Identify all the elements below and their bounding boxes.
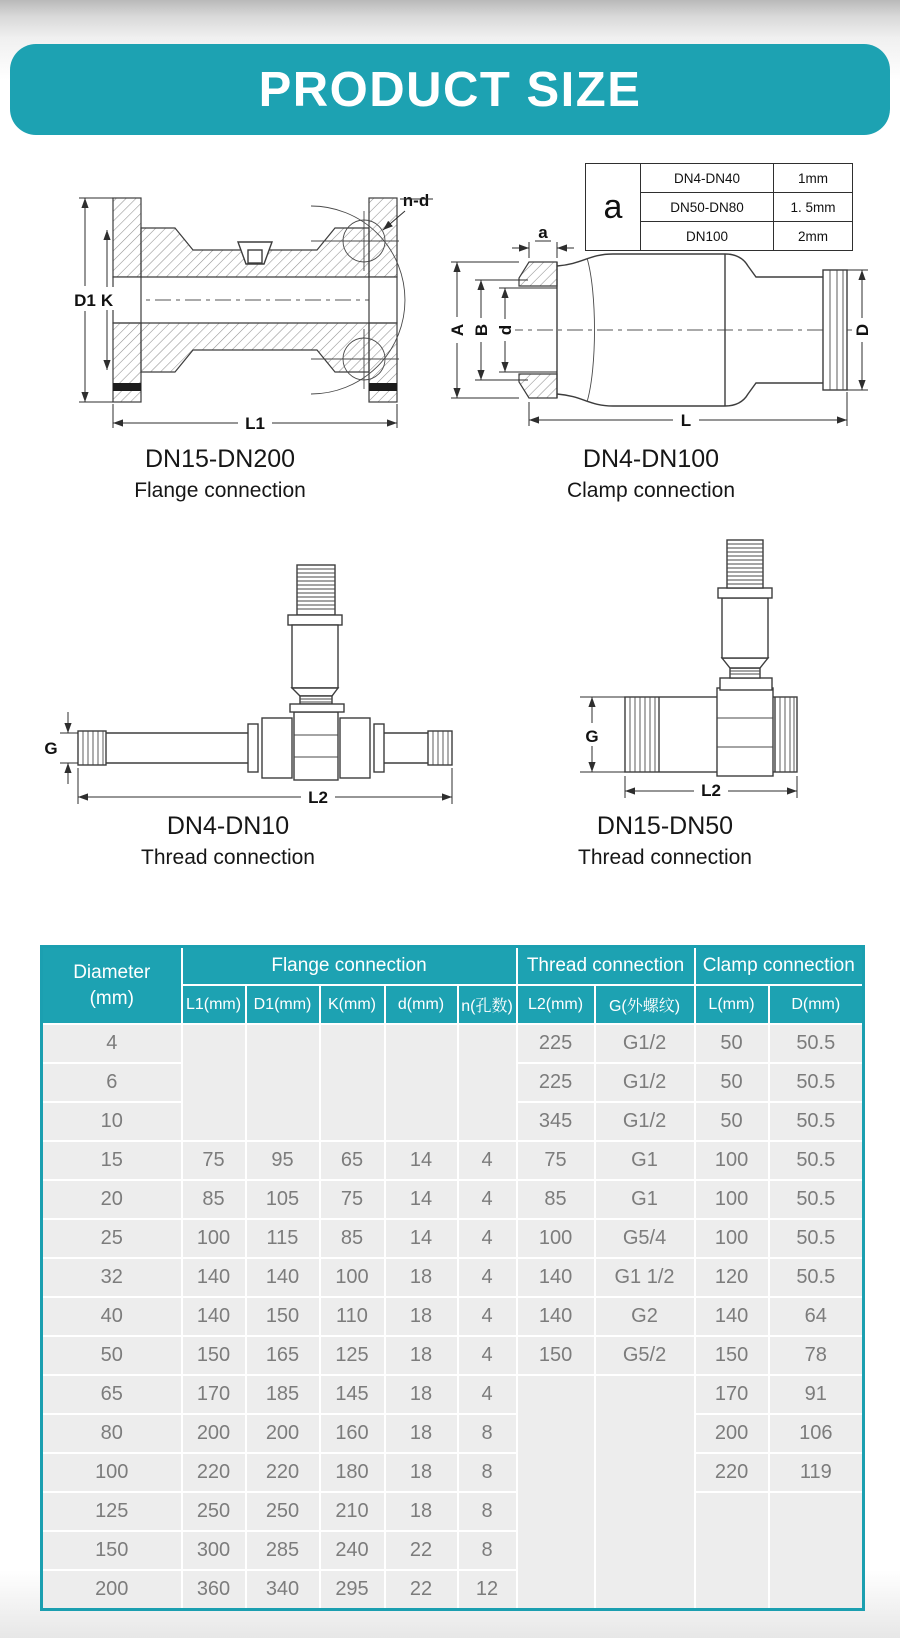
size-cell: 105: [246, 1180, 320, 1219]
size-cell: 115: [246, 1219, 320, 1258]
size-cell: [695, 1492, 769, 1610]
size-cell: 75: [320, 1180, 385, 1219]
size-cell: 8: [458, 1453, 517, 1492]
size-cell: 18: [385, 1492, 458, 1531]
size-cell: G2: [595, 1297, 695, 1336]
size-cell: G1: [595, 1180, 695, 1219]
dim-label-d: d: [496, 324, 515, 336]
thread-small-body: [78, 712, 452, 780]
size-cell: 22: [385, 1531, 458, 1570]
col-header-L1: L1(mm): [182, 985, 246, 1024]
caption-thread-large-range: DN15-DN50: [596, 812, 734, 840]
diameter-cell: 50: [42, 1336, 182, 1375]
table-row: [42, 1180, 864, 1219]
size-cell: 50.5: [769, 1180, 864, 1219]
dim-label-L1: L1: [245, 414, 265, 433]
size-cell: 50.5: [769, 1102, 864, 1141]
col-header-d: d(mm): [385, 985, 458, 1024]
size-cell: [246, 1024, 320, 1141]
size-cell: 220: [182, 1453, 246, 1492]
size-cell: 50: [695, 1024, 769, 1063]
diameter-cell: 25: [42, 1219, 182, 1258]
size-cell: 140: [182, 1297, 246, 1336]
col-header-K: K(mm): [320, 985, 385, 1024]
size-cell: 100: [695, 1180, 769, 1219]
col-header-D1: D1(mm): [246, 985, 320, 1024]
size-cell: 4: [458, 1219, 517, 1258]
page-title: PRODUCT SIZE: [258, 62, 642, 117]
caption-clamp-range: DN4-DN100: [582, 445, 720, 473]
size-cell: 285: [246, 1531, 320, 1570]
size-cell: G1/2: [595, 1102, 695, 1141]
diameter-cell: 65: [42, 1375, 182, 1414]
size-cell: 18: [385, 1414, 458, 1453]
size-cell: 50.5: [769, 1063, 864, 1102]
size-cell: 91: [769, 1375, 864, 1414]
tolerance-range: DN100: [641, 222, 774, 251]
size-cell: 250: [182, 1492, 246, 1531]
diameter-cell: 40: [42, 1297, 182, 1336]
size-cell: 200: [182, 1414, 246, 1453]
table-row: [42, 1024, 864, 1063]
dim-label-nd: n-d: [402, 191, 430, 210]
dim-label-G: G: [585, 727, 599, 746]
size-cell: 4: [458, 1180, 517, 1219]
size-cell: [458, 1024, 517, 1141]
size-cell: G5/2: [595, 1336, 695, 1375]
col-header-L: L(mm): [695, 985, 769, 1024]
size-cell: 85: [182, 1180, 246, 1219]
dim-label-L2: L2: [701, 781, 721, 800]
size-cell: 140: [182, 1258, 246, 1297]
size-cell: 8: [458, 1414, 517, 1453]
size-cell: 18: [385, 1375, 458, 1414]
size-cell: 225: [517, 1024, 595, 1063]
size-cell: 50.5: [769, 1024, 864, 1063]
caption-thread-large: [500, 812, 830, 870]
size-cell: 18: [385, 1453, 458, 1492]
tolerance-value: 2mm: [774, 222, 853, 251]
size-cell: 170: [695, 1375, 769, 1414]
size-cell: 200: [246, 1414, 320, 1453]
size-cell: [320, 1024, 385, 1141]
dim-label-B: B: [472, 323, 491, 337]
dim-label-D1: D1: [74, 291, 96, 310]
product-size-banner: [10, 44, 890, 135]
caption-thread-large-type: Thread connection: [578, 846, 752, 869]
size-cell: G1/2: [595, 1024, 695, 1063]
size-cell: 150: [246, 1297, 320, 1336]
dim-label-L: L: [680, 411, 692, 430]
group-header-thread: Thread connection: [517, 947, 695, 986]
col-header-n: n(孔数): [458, 985, 517, 1024]
size-cell: 18: [385, 1336, 458, 1375]
size-cell: 50.5: [769, 1258, 864, 1297]
thread-small-diagram: [42, 548, 462, 810]
size-cell: 4: [458, 1258, 517, 1297]
dim-label-A: A: [448, 323, 467, 337]
size-cell: 4: [458, 1375, 517, 1414]
size-cell: 22: [385, 1570, 458, 1610]
diameter-cell: 4: [42, 1024, 182, 1063]
size-cell: 14: [385, 1141, 458, 1180]
diameter-cell: 200: [42, 1570, 182, 1610]
size-cell: 295: [320, 1570, 385, 1610]
size-cell: 100: [695, 1141, 769, 1180]
caption-clamp: [486, 445, 816, 503]
caption-thread-small: [63, 812, 393, 870]
dim-label-L2: L2: [308, 788, 328, 807]
size-cell: 50: [695, 1102, 769, 1141]
table-row: [42, 1219, 864, 1258]
caption-thread-small-type: Thread connection: [141, 846, 315, 869]
table-row: [42, 1297, 864, 1336]
size-cell: 250: [246, 1492, 320, 1531]
size-cell: [769, 1492, 864, 1610]
size-cell: 12: [458, 1570, 517, 1610]
size-cell: 14: [385, 1180, 458, 1219]
size-cell: 18: [385, 1258, 458, 1297]
diameter-cell: 150: [42, 1531, 182, 1570]
size-cell: 119: [769, 1453, 864, 1492]
size-cell: 125: [320, 1336, 385, 1375]
tolerance-range: DN50-DN80: [641, 193, 774, 222]
tolerance-value: 1. 5mm: [774, 193, 853, 222]
dim-label-K: K: [100, 291, 114, 310]
size-cell: 120: [695, 1258, 769, 1297]
size-cell: 185: [246, 1375, 320, 1414]
flange-connection-diagram: [55, 180, 455, 435]
caption-flange-type: Flange connection: [134, 479, 306, 502]
size-cell: 95: [246, 1141, 320, 1180]
clamp-body-drawing: [507, 254, 869, 406]
tolerance-table: [585, 163, 853, 251]
dim-label-D: D: [853, 323, 872, 337]
size-cell: [182, 1024, 246, 1141]
table-row: [42, 1414, 864, 1453]
size-table-body: [42, 1024, 864, 1610]
size-cell: 140: [517, 1297, 595, 1336]
size-cell: 8: [458, 1492, 517, 1531]
table-row: [42, 1375, 864, 1414]
dim-label-G: G: [44, 739, 58, 758]
diameter-header-line2: (mm): [89, 987, 134, 1009]
tolerance-value: 1mm: [774, 164, 853, 193]
size-cell: 140: [246, 1258, 320, 1297]
diameter-cell: 100: [42, 1453, 182, 1492]
thread-small-sensor: [288, 565, 344, 712]
size-cell: 345: [517, 1102, 595, 1141]
size-cell: 50.5: [769, 1141, 864, 1180]
size-cell: 360: [182, 1570, 246, 1610]
size-cell: G1: [595, 1141, 695, 1180]
diameter-header: [42, 947, 182, 1025]
size-cell: 8: [458, 1531, 517, 1570]
size-cell: 180: [320, 1453, 385, 1492]
size-cell: 50: [695, 1063, 769, 1102]
size-cell: 110: [320, 1297, 385, 1336]
size-cell: 145: [320, 1375, 385, 1414]
size-cell: [385, 1024, 458, 1141]
size-cell: 200: [695, 1414, 769, 1453]
size-cell: 140: [695, 1297, 769, 1336]
size-cell: 150: [517, 1336, 595, 1375]
size-table: [40, 945, 865, 1611]
size-cell: 78: [769, 1336, 864, 1375]
caption-thread-small-range: DN4-DN10: [166, 812, 290, 840]
size-cell: 100: [320, 1258, 385, 1297]
diameter-cell: 125: [42, 1492, 182, 1531]
caption-clamp-type: Clamp connection: [566, 479, 736, 502]
size-cell: 340: [246, 1570, 320, 1610]
size-cell: [595, 1375, 695, 1610]
caption-flange-range: DN15-DN200: [144, 445, 296, 473]
col-header-D: D(mm): [769, 985, 864, 1024]
table-row: [42, 1258, 864, 1297]
tolerance-corner-label: a: [586, 164, 641, 251]
size-cell: 75: [517, 1141, 595, 1180]
size-cell: 65: [320, 1141, 385, 1180]
size-cell: 150: [182, 1336, 246, 1375]
size-cell: G5/4: [595, 1219, 695, 1258]
col-header-G: G(外螺纹): [595, 985, 695, 1024]
size-cell: 85: [320, 1219, 385, 1258]
size-cell: 100: [182, 1219, 246, 1258]
diameter-cell: 80: [42, 1414, 182, 1453]
size-cell: 75: [182, 1141, 246, 1180]
table-row: [42, 1453, 864, 1492]
size-cell: 300: [182, 1531, 246, 1570]
size-cell: [517, 1375, 595, 1610]
size-cell: G1/2: [595, 1063, 695, 1102]
thread-large-sensor: [718, 540, 772, 690]
size-cell: 4: [458, 1141, 517, 1180]
diameter-cell: 20: [42, 1180, 182, 1219]
size-cell: 140: [517, 1258, 595, 1297]
size-cell: 106: [769, 1414, 864, 1453]
size-cell: 210: [320, 1492, 385, 1531]
col-header-L2: L2(mm): [517, 985, 595, 1024]
size-cell: 240: [320, 1531, 385, 1570]
group-header-clamp: Clamp connection: [695, 947, 864, 986]
size-cell: 150: [695, 1336, 769, 1375]
diameter-cell: 32: [42, 1258, 182, 1297]
size-cell: 220: [246, 1453, 320, 1492]
size-cell: 170: [182, 1375, 246, 1414]
size-cell: 4: [458, 1336, 517, 1375]
size-cell: 100: [695, 1219, 769, 1258]
size-table-group-header-row: [42, 947, 864, 986]
flange-body-drawing: [95, 198, 397, 402]
diameter-header-line1: Diameter: [73, 961, 151, 983]
size-cell: 165: [246, 1336, 320, 1375]
size-cell: 85: [517, 1180, 595, 1219]
tolerance-range: DN4-DN40: [641, 164, 774, 193]
clamp-connection-diagram: [435, 222, 875, 437]
group-header-flange: Flange connection: [182, 947, 517, 986]
table-row: [42, 1141, 864, 1180]
table-row: [42, 1336, 864, 1375]
size-cell: 4: [458, 1297, 517, 1336]
size-cell: 50.5: [769, 1219, 864, 1258]
diameter-cell: 10: [42, 1102, 182, 1141]
thread-large-body: [625, 688, 797, 776]
table-row: [42, 1492, 864, 1531]
dim-label-a: a: [538, 223, 548, 242]
size-cell: 160: [320, 1414, 385, 1453]
size-cell: G1 1/2: [595, 1258, 695, 1297]
thread-large-diagram: [552, 532, 862, 804]
size-cell: 64: [769, 1297, 864, 1336]
size-cell: 100: [517, 1219, 595, 1258]
caption-flange: [55, 445, 385, 503]
size-cell: 225: [517, 1063, 595, 1102]
size-cell: 14: [385, 1219, 458, 1258]
diameter-cell: 6: [42, 1063, 182, 1102]
size-cell: 18: [385, 1297, 458, 1336]
size-cell: 220: [695, 1453, 769, 1492]
diameter-cell: 15: [42, 1141, 182, 1180]
